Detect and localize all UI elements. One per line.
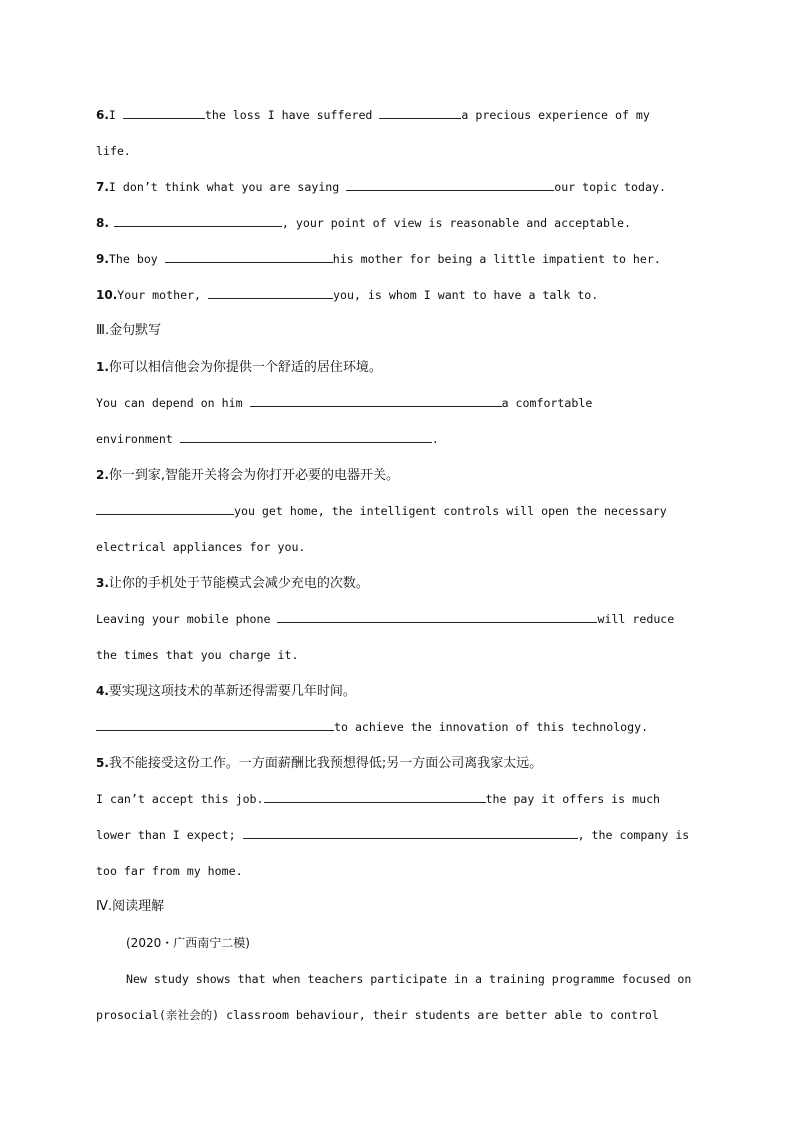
translation-prompt-5: 5.我不能接受这份工作。一方面薪酬比我预想得低;另一方面公司离我家太远。	[96, 756, 543, 771]
translation-prompt-1: 1.你可以相信他会为你提供一个舒适的居住环境。	[96, 360, 382, 375]
exercise-6: 6.I the loss I have suffered a precious experience of my	[96, 105, 698, 125]
answer-blank[interactable]	[243, 825, 578, 839]
answer-blank[interactable]	[346, 177, 554, 191]
translation-1-line-2: environment .	[96, 429, 698, 449]
passage-line: New study shows that when teachers participate in a training programme focused on	[126, 972, 692, 986]
section-heading: Ⅳ.阅读理解	[96, 899, 165, 914]
answer-blank[interactable]	[114, 213, 282, 227]
translation-2-line-2: electrical appliances for you.	[96, 540, 306, 554]
translation-prompt-4: 4.要实现这项技术的革新还得需要几年时间。	[96, 684, 356, 699]
answer-blank[interactable]	[264, 789, 486, 803]
passage-line: prosocial(亲社会的) classroom behaviour, their students are better able to control	[96, 1008, 659, 1022]
exercise-9: 9.The boy his mother for being a little impatient to her.	[96, 249, 698, 269]
answer-blank[interactable]	[379, 105, 461, 119]
exercise-7: 7.I don’t think what you are saying our topic today.	[96, 177, 698, 197]
translation-4-line-1: to achieve the innovation of this technology.	[96, 717, 698, 737]
answer-blank[interactable]	[96, 717, 334, 731]
exercise-number: 8.	[96, 216, 109, 230]
translation-5-line-2: lower than I expect; , the company is	[96, 825, 698, 845]
translation-3-line-1: Leaving your mobile phone will reduce	[96, 609, 698, 629]
translation-5-line-1: I can’t accept this job. the pay it offers is much	[96, 789, 698, 809]
answer-blank[interactable]	[123, 105, 205, 119]
translation-prompt-2: 2.你一到家,智能开关将会为你打开必要的电器开关。	[96, 468, 400, 483]
answer-blank[interactable]	[165, 249, 333, 263]
answer-blank[interactable]	[277, 609, 597, 623]
exercise-number: 6.	[96, 108, 109, 122]
answer-blank[interactable]	[250, 393, 502, 407]
translation-prompt-3: 3.让你的手机处于节能模式会减少充电的次数。	[96, 576, 369, 591]
translation-1-line-1: You can depend on him a comfortable	[96, 393, 698, 413]
translation-3-line-2: the times that you charge it.	[96, 648, 299, 662]
section-heading: Ⅲ.金句默写	[96, 323, 162, 338]
exercise-number: 7.	[96, 180, 109, 194]
translation-2-line-1: you get home, the intelligent controls will open the necessary	[96, 501, 698, 521]
answer-blank[interactable]	[208, 285, 333, 299]
exercise-number: 9.	[96, 252, 109, 266]
exercise-8: 8. , your point of view is reasonable and acceptable.	[96, 213, 698, 233]
exercise-6-continued: life.	[96, 144, 131, 158]
passage-source: (2020・广西南宁二模)	[126, 936, 250, 950]
answer-blank[interactable]	[96, 501, 234, 515]
translation-5-line-3: too far from my home.	[96, 864, 243, 878]
exercise-number: 10.	[96, 288, 118, 302]
exercise-10: 10.Your mother, you, is whom I want to have a talk to.	[96, 285, 698, 305]
answer-blank[interactable]	[180, 429, 432, 443]
